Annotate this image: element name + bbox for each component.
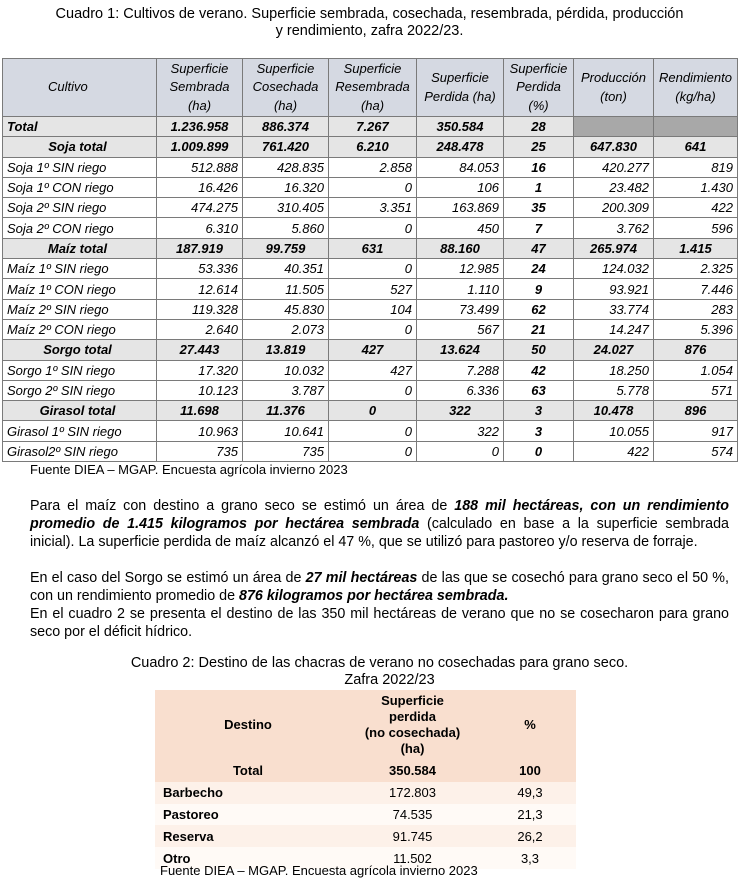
- cell-sembrada: 10.123: [157, 380, 243, 400]
- emphasis-text: 188 mil hectáreas, con un rendimiento promedio de 1.415 kilogramos por hectárea sembrada: [30, 498, 730, 532]
- cell-rendimiento: 641: [654, 137, 738, 157]
- cell-produccion: 33.774: [574, 299, 654, 319]
- cell-rendimiento: 1.054: [654, 360, 738, 380]
- cell-produccion: 422: [574, 441, 654, 461]
- cell-produccion: 23.482: [574, 177, 654, 197]
- cell-cosechada: 13.819: [243, 340, 329, 360]
- total-destino: Total: [155, 760, 341, 782]
- cell-sembrada: 12.614: [157, 279, 243, 299]
- cell-resembrada: 0: [329, 380, 417, 400]
- cell-produccion: [574, 117, 654, 137]
- cell-cosechada: 40.351: [243, 259, 329, 279]
- cell-sembrada: 119.328: [157, 299, 243, 319]
- cell-sembrada: 6.310: [157, 218, 243, 238]
- table-row: [3, 360, 738, 380]
- cell-cultivo: Sorgo 1º SIN riego: [3, 360, 157, 380]
- cell-produccion: 200.309: [574, 198, 654, 218]
- total-superficie: 350.584: [341, 760, 484, 782]
- header-superficie-l1: Superficie: [381, 693, 444, 708]
- header-pct: %: [484, 690, 576, 760]
- cell-rendimiento: 574: [654, 441, 738, 461]
- cell-produccion: 18.250: [574, 360, 654, 380]
- cell-resembrada: 7.267: [329, 117, 417, 137]
- cell-cosechada: 886.374: [243, 117, 329, 137]
- cell-perdida: 322: [417, 421, 504, 441]
- table-row: [3, 157, 738, 177]
- cell-cultivo: Girasol2º SIN riego: [3, 441, 157, 461]
- cell-perdida: 1.110: [417, 279, 504, 299]
- cell-cosechada: 11.376: [243, 401, 329, 421]
- cell-rendimiento: [654, 117, 738, 137]
- cell-cosechada: 310.405: [243, 198, 329, 218]
- cuadro1-body: [3, 117, 738, 462]
- cell-cosechada: 761.420: [243, 137, 329, 157]
- header-perdida: Superficie Perdida (ha): [417, 59, 504, 117]
- cell-resembrada: 427: [329, 340, 417, 360]
- cell-rendimiento: 283: [654, 299, 738, 319]
- cell-perdida: 6.336: [417, 380, 504, 400]
- cell-destino: Barbecho: [155, 782, 341, 804]
- header-superficie-l4: (ha): [400, 741, 425, 756]
- cell-cultivo: Maíz 1º SIN riego: [3, 259, 157, 279]
- cell-cultivo: Maíz total: [3, 238, 157, 258]
- cell-cosechada: 99.759: [243, 238, 329, 258]
- cell-sembrada: 735: [157, 441, 243, 461]
- header-cultivo: Cultivo: [3, 59, 157, 117]
- cell-cultivo: Maíz 2º CON riego: [3, 319, 157, 339]
- cuadro1-header-row: [3, 59, 738, 117]
- text-run: (calculado en base a la superficie sembrada inicial). La superficie perdida de maíz alcanzó el 47 %, que se utilizó para pastoreo y/o reserva de forraje.: [30, 516, 730, 550]
- cell-pct: 7: [504, 218, 574, 238]
- text-run: En el caso del Sorgo se estimó un área de: [30, 570, 306, 586]
- cell-pct: 35: [504, 198, 574, 218]
- cell-resembrada: 0: [329, 319, 417, 339]
- cell-cultivo: Soja 2º CON riego: [3, 218, 157, 238]
- cell-cosechada: 10.032: [243, 360, 329, 380]
- cell-pct: 16: [504, 157, 574, 177]
- cell-cultivo: Sorgo total: [3, 340, 157, 360]
- cell-cultivo: Soja total: [3, 137, 157, 157]
- table-row: [3, 441, 738, 461]
- group-row: [3, 238, 738, 258]
- cell-cultivo: Soja 1º SIN riego: [3, 157, 157, 177]
- cell-resembrada: 0: [329, 421, 417, 441]
- cell-rendimiento: 917: [654, 421, 738, 441]
- cell-pct: 1: [504, 177, 574, 197]
- cell-perdida: 450: [417, 218, 504, 238]
- cell-perdida: 88.160: [417, 238, 504, 258]
- header-destino: Destino: [155, 690, 341, 760]
- cuadro2-caption-line1: Cuadro 2: Destino de las chacras de verano no cosechadas para grano seco.: [130, 655, 629, 671]
- cell-pct: 3: [504, 421, 574, 441]
- cell-cosechada: 11.505: [243, 279, 329, 299]
- cell-perdida: 7.288: [417, 360, 504, 380]
- cell-rendimiento: 422: [654, 198, 738, 218]
- cell-produccion: 93.921: [574, 279, 654, 299]
- table-row: [3, 319, 738, 339]
- header-sembrada: Superficie Sembrada (ha): [157, 59, 243, 117]
- cell-rendimiento: 876: [654, 340, 738, 360]
- cell-produccion: 420.277: [574, 157, 654, 177]
- table-row: [3, 177, 738, 197]
- cell-resembrada: 104: [329, 299, 417, 319]
- cell-rendimiento: 7.446: [654, 279, 738, 299]
- cell-cosechada: 428.835: [243, 157, 329, 177]
- cell-sembrada: 2.640: [157, 319, 243, 339]
- cell-destino: Pastoreo: [155, 804, 341, 826]
- cell-resembrada: 631: [329, 238, 417, 258]
- group-row: [3, 401, 738, 421]
- cell-pct: 26,2: [484, 825, 576, 847]
- cell-sembrada: 17.320: [157, 360, 243, 380]
- table-row: [3, 279, 738, 299]
- cuadro2-total-row: [155, 760, 576, 782]
- cell-pct: 25: [504, 137, 574, 157]
- cell-rendimiento: 819: [654, 157, 738, 177]
- cell-cosechada: 2.073: [243, 319, 329, 339]
- cell-produccion: 647.830: [574, 137, 654, 157]
- paragraph-sorgo: [30, 569, 729, 605]
- cell-pct: 3,3: [484, 847, 576, 869]
- cell-pct: 47: [504, 238, 574, 258]
- cell-cosechada: 5.860: [243, 218, 329, 238]
- cuadro1-fuente: Fuente DIEA – MGAP. Encuesta agrícola invierno 2023: [30, 462, 348, 477]
- table-row: [155, 825, 576, 847]
- text-run: Para el maíz con destino a grano seco se estimó un área de: [30, 498, 455, 514]
- cell-pct: 62: [504, 299, 574, 319]
- header-produccion: Producción (ton): [574, 59, 654, 117]
- cell-resembrada: 6.210: [329, 137, 417, 157]
- cell-sembrada: 16.426: [157, 177, 243, 197]
- header-superficie-perdida: [341, 690, 484, 760]
- cell-produccion: 124.032: [574, 259, 654, 279]
- cell-resembrada: 0: [329, 441, 417, 461]
- table-row: [155, 804, 576, 826]
- cell-perdida: 350.584: [417, 117, 504, 137]
- header-perdida-pct: Superficie Perdida (%): [504, 59, 574, 117]
- cell-cosechada: 3.787: [243, 380, 329, 400]
- cell-sembrada: 53.336: [157, 259, 243, 279]
- cell-pct: 63: [504, 380, 574, 400]
- cell-resembrada: 527: [329, 279, 417, 299]
- cell-produccion: 10.055: [574, 421, 654, 441]
- cell-resembrada: 2.858: [329, 157, 417, 177]
- cuadro2-fuente: Fuente DIEA – MGAP. Encuesta agrícola invierno 2023: [160, 863, 478, 878]
- cell-sembrada: 1.236.958: [157, 117, 243, 137]
- cell-perdida: 13.624: [417, 340, 504, 360]
- table-row: [155, 782, 576, 804]
- cell-rendimiento: 2.325: [654, 259, 738, 279]
- cell-cosechada: 16.320: [243, 177, 329, 197]
- total-row: [3, 117, 738, 137]
- cell-perdida: 12.985: [417, 259, 504, 279]
- cell-pct: 50: [504, 340, 574, 360]
- paragraph-cuadro2-intro: [30, 605, 729, 641]
- cuadro2-caption: [0, 655, 739, 689]
- cell-superficie: 74.535: [341, 804, 484, 826]
- cell-pct: 24: [504, 259, 574, 279]
- cell-perdida: 248.478: [417, 137, 504, 157]
- cell-rendimiento: 571: [654, 380, 738, 400]
- table-row: [3, 421, 738, 441]
- cell-cultivo: Total: [3, 117, 157, 137]
- cell-pct: 21: [504, 319, 574, 339]
- cell-sembrada: 11.698: [157, 401, 243, 421]
- header-resembrada: Superficie Resembrada (ha): [329, 59, 417, 117]
- cuadro2-header-row: [155, 690, 576, 760]
- cell-rendimiento: 1.430: [654, 177, 738, 197]
- cell-resembrada: 0: [329, 259, 417, 279]
- text-run: En el cuadro 2 se presenta el destino de las 350 mil hectáreas de verano que no se cosecharon para grano seco por el déficit hídrico.: [30, 606, 729, 640]
- group-row: [3, 137, 738, 157]
- cell-produccion: 5.778: [574, 380, 654, 400]
- cuadro2-body: [155, 782, 576, 869]
- cell-cosechada: 735: [243, 441, 329, 461]
- cell-destino: Reserva: [155, 825, 341, 847]
- table-row: [3, 198, 738, 218]
- table-row: [3, 259, 738, 279]
- cell-superficie: 91.745: [341, 825, 484, 847]
- cell-perdida: 322: [417, 401, 504, 421]
- cell-cultivo: Maíz 2º SIN riego: [3, 299, 157, 319]
- cell-cultivo: Soja 2º SIN riego: [3, 198, 157, 218]
- cell-rendimiento: 896: [654, 401, 738, 421]
- cuadro2-caption-line2: Zafra 2022/23: [344, 672, 435, 688]
- cell-cultivo: Maíz 1º CON riego: [3, 279, 157, 299]
- cell-produccion: 24.027: [574, 340, 654, 360]
- cell-rendimiento: 5.396: [654, 319, 738, 339]
- cuadro1-caption-line2: y rendimiento, zafra 2022/23.: [275, 23, 464, 39]
- cell-sembrada: 10.963: [157, 421, 243, 441]
- cell-perdida: 84.053: [417, 157, 504, 177]
- cell-rendimiento: 596: [654, 218, 738, 238]
- cell-cosechada: 45.830: [243, 299, 329, 319]
- cell-perdida: 106: [417, 177, 504, 197]
- table-row: [3, 218, 738, 238]
- cuadro1-caption-line1: Cuadro 1: Cultivos de verano. Superficie sembrada, cosechada, resembrada, pérdida, producción: [55, 6, 684, 22]
- cell-produccion: 3.762: [574, 218, 654, 238]
- header-rendimiento: Rendimiento (kg/ha): [654, 59, 738, 117]
- cell-rendimiento: 1.415: [654, 238, 738, 258]
- cell-cultivo: Girasol 1º SIN riego: [3, 421, 157, 441]
- cell-resembrada: 427: [329, 360, 417, 380]
- cell-sembrada: 512.888: [157, 157, 243, 177]
- cell-produccion: 265.974: [574, 238, 654, 258]
- cuadro1-caption: [0, 6, 739, 40]
- cell-sembrada: 1.009.899: [157, 137, 243, 157]
- cell-destino: Otro: [155, 847, 341, 869]
- cell-resembrada: 0: [329, 218, 417, 238]
- cell-superficie: 172.803: [341, 782, 484, 804]
- cell-resembrada: 0: [329, 177, 417, 197]
- paragraph-maiz: [30, 497, 729, 551]
- cell-sembrada: 27.443: [157, 340, 243, 360]
- cell-pct: 21,3: [484, 804, 576, 826]
- cell-cultivo: Girasol total: [3, 401, 157, 421]
- cell-perdida: 567: [417, 319, 504, 339]
- emphasis-text: 27 mil hectáreas: [305, 570, 418, 586]
- cell-pct: 9: [504, 279, 574, 299]
- group-row: [3, 340, 738, 360]
- cell-pct: 49,3: [484, 782, 576, 804]
- header-superficie-l2: perdida: [389, 709, 436, 724]
- text-run: de las que se cosechó para grano seco el 50 %, con un rendimiento promedio de: [30, 570, 729, 604]
- cell-produccion: 14.247: [574, 319, 654, 339]
- cuadro1-table: [2, 58, 738, 462]
- cell-perdida: 0: [417, 441, 504, 461]
- header-superficie-l3: (no cosechada): [364, 725, 461, 740]
- cell-resembrada: 3.351: [329, 198, 417, 218]
- table-row: [3, 380, 738, 400]
- header-cosechada: Superficie Cosechada (ha): [243, 59, 329, 117]
- cuadro2-table: [155, 690, 576, 869]
- cell-perdida: 73.499: [417, 299, 504, 319]
- cell-sembrada: 474.275: [157, 198, 243, 218]
- cell-superficie: 11.502: [341, 847, 484, 869]
- cell-perdida: 163.869: [417, 198, 504, 218]
- cell-cultivo: Soja 1º CON riego: [3, 177, 157, 197]
- cell-sembrada: 187.919: [157, 238, 243, 258]
- cell-resembrada: 0: [329, 401, 417, 421]
- cell-pct: 3: [504, 401, 574, 421]
- emphasis-text: 876 kilogramos por hectárea sembrada.: [239, 588, 509, 604]
- cell-pct: 0: [504, 441, 574, 461]
- cell-produccion: 10.478: [574, 401, 654, 421]
- table-row: [3, 299, 738, 319]
- cell-pct: 28: [504, 117, 574, 137]
- cell-pct: 42: [504, 360, 574, 380]
- cell-cultivo: Sorgo 2º SIN riego: [3, 380, 157, 400]
- cell-cosechada: 10.641: [243, 421, 329, 441]
- total-pct: 100: [484, 760, 576, 782]
